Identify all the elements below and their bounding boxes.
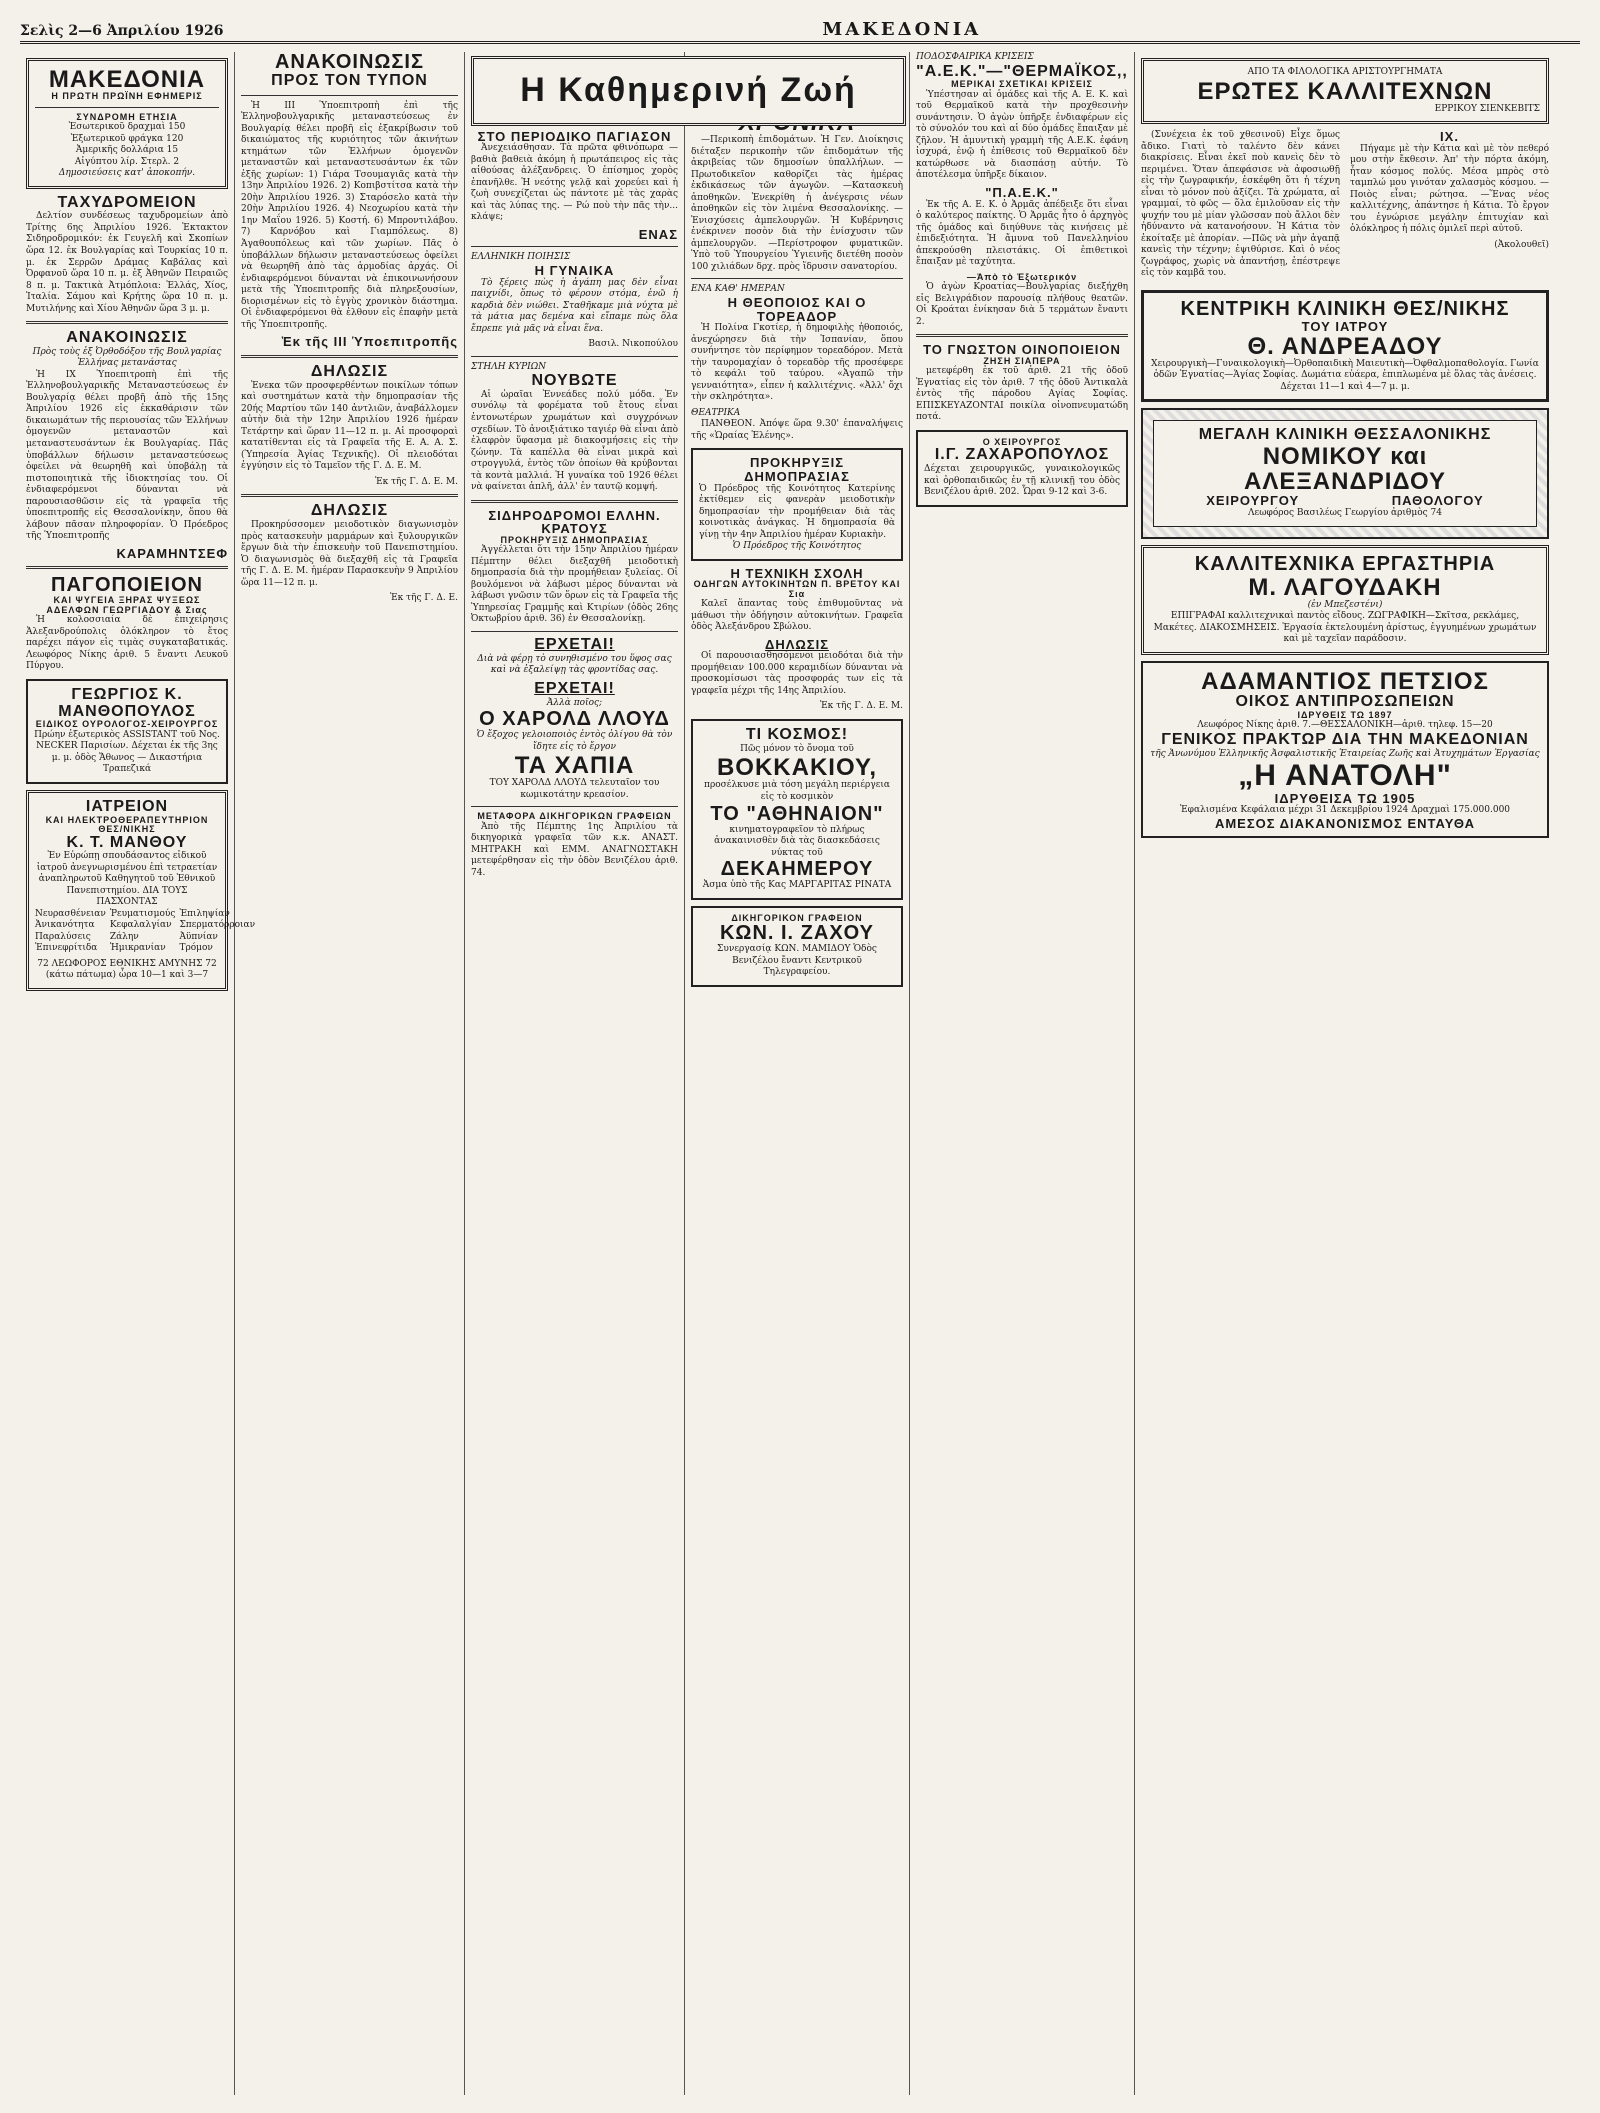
masthead <box>20 18 1580 44</box>
sport-label: ΠΟΔΟΣΦΑΙΡΙΚΑ ΚΡΙΣΕΙΣ <box>916 52 1034 62</box>
insurance-brand: „Η ΑΝΑΤΟΛΗ" <box>1238 759 1452 793</box>
surgeon-ad <box>916 430 1128 507</box>
sport-subheading: ΜΕΡΙΚΑΙ ΣΧΕΤΙΚΑΙ ΚΡΙΣΕΙΣ <box>951 79 1093 90</box>
list-item: Κεφαλαλγίαν <box>109 920 172 931</box>
literature-author: ΕΡΡΙΚΟΥ ΣΙΕΝΚΕΒΙΤΣ <box>1434 103 1540 114</box>
pae-heading: "Π.Α.Ε.Κ." <box>985 184 1059 200</box>
tender-text: Ὁ Πρόεδρος τῆς Κοινότητος Κατερίνης ἐκτίθεμεν εἰς φανερὰν μειοδοτικὴν δημοπρασίαν τὴν προμήθειαν διὰ τὰς κοινοτικὰς ἀνάγκας. Ἡ δημοπρασία θὰ γίνῃ τὴν 4ην Ἀπριλίου ἡμέραν Κυριακὴν. <box>699 483 895 540</box>
big-clinic-role: ΧΕΙΡΟΥΡΓΟΥ <box>1206 493 1300 509</box>
central-clinic-sub: ΤΟΥ ΙΑΤΡΟΥ <box>1301 318 1389 334</box>
tender-signature: Ὁ Πρόεδρος τῆς Κοινότητος <box>732 541 862 552</box>
clinic-ad <box>26 790 256 991</box>
film-footer: ΤΟΥ ΧΑΡΟΛΔ ΛΛΟΥΔ τελευταῖον του κωμικοτάτην κρεασίον. <box>489 778 660 800</box>
insurance-capital: Ἐφαλισμένα Κεφάλαια μέχρι 31 Δεκεμβρίου 1924 Δραχμαὶ 175.000.000 <box>1179 805 1511 816</box>
cinema-show: ΔΕΚΑΗΜΕΡΟΥ <box>720 858 874 881</box>
feature-title: Η Καθημερινή Ζωή <box>520 71 857 109</box>
subscription-line: Ἐσωτερικοῦ δραχμαὶ 150 <box>68 122 186 133</box>
daily-label: ΕΝΑ ΚΑΘ' ΗΜΕΡΑΝ <box>691 284 785 295</box>
cinema-heading: ΤΙ ΚΟΣΜΟΣ! <box>745 725 849 743</box>
insurance-brand-year: ΙΔΡΥΘΕΙΣΑ ΤΩ 1905 <box>1274 790 1416 806</box>
column-1 <box>20 52 256 2095</box>
literature-heading: ΕΡΩΤΕΣ ΚΑΛΛΙΤΕΧΝΩΝ <box>1197 77 1493 105</box>
insurance-name: ΑΔΑΜΑΝΤΙΟΣ ΠΕΤΣΙΟΣ <box>1201 667 1489 695</box>
sport-heading: "Α.Ε.Κ."—"ΘΕΡΜΑΪΚΟΣ,, <box>916 62 1128 80</box>
list-item: Ἀνικανότητα <box>35 920 95 931</box>
big-clinic-ad <box>1141 408 1549 538</box>
daily-title: Η ΘΕΟΠΟΙΟΣ ΚΑΙ Ο ΤΟΡΕΑΔΟΡ <box>727 294 867 324</box>
logo-subtitle: Η ΠΡΩΤΗ ΠΡΩΪΝΗ ΕΦΗΜΕΡΙΣ <box>51 91 203 102</box>
list-item: Νευρασθένειαν <box>35 908 106 919</box>
post-text: Δελτίον συνδέσεως ταχυδρομείων ἀπὸ Τρίτης 6ης Ἀπριλίου 1926. Ἐκτακτον Σιδηροδρομικόν: ἐκ Γευγελῆ καὶ Σκοπίων ὥρα 12. ἐκ Βουλγαρίας καὶ Τουρκίας 10 π. μ. ἐκ Σερρῶν Δράμας Καβάλας καὶ Ὀρφανοῦ ὥρα 10 π. μ. ἐξ Ἀθηνῶν Πειραιῶς 8 π. μ. Τακτικὰ Ἀτμόπλοια: Ἐλλάς, Χίος, Ἰταλία. Σάμου καὶ Κρήτης ὥρα 10 π. μ. Μυτιλήνης καὶ Χίου Ἀθηνῶν ὥρα 3 μ. μ. <box>26 211 228 314</box>
big-clinic-names: ΝΟΜΙΚΟΥ και ΑΛΕΞΑΝΔΡΙΔΟΥ <box>1244 443 1446 496</box>
insurance-company: τῆς Ἀνωνύμου Ἑλληνικῆς Ἀσφαλιστικῆς Ἑταιρείας Ζωῆς καὶ Ἀτυχημάτων Ἐργασίας <box>1150 748 1540 759</box>
list-item: Ῥευματισμούς <box>109 908 176 919</box>
declaration-heading: ΔΗΛΩΣΙΣ <box>310 362 389 380</box>
central-clinic-ad <box>1141 290 1549 402</box>
big-clinic-heading: ΜΕΓΑΛΗ ΚΛΙΝΙΚΗ ΘΕΣΣΑΛΟΝΙΚΗΣ <box>1198 426 1492 444</box>
subscription-line: Ἐξωτερικοῦ φράγκα 120 <box>70 133 184 144</box>
doctor-role: ΕΙΔΙΚΟΣ ΟΥΡΟΛΟΓΟΣ-ΧΕΙΡΟΥΡΓΟΣ <box>35 719 219 730</box>
feature-banner <box>471 56 906 126</box>
auction-subheading: ΠΡΟΚΗΡΥΞΙΣ ΔΗΜΟΠΡΑΣΙΑΣ <box>500 534 649 545</box>
tender-heading: ΠΡΟΚΗΡΥΞΙΣ ΔΗΜΟΠΡΑΣΙΑΣ <box>744 455 850 484</box>
literature-text: Πήγαμε μὲ τὴν Κάτια καὶ μὲ τὸν πεθερό μου στὴν ἔκθεσιν. Ἀπ' τὴν πόρτα ἀκόμη, ἦταν κόσμος πολύς. Μέσα μπρὸς στὸ ταμπλώ μου γινόταν χαλασμὸς κόσμου. —Ποιὸς εἶναι; ρώτησα. —Ἕνας νέος καλλιτέχνης, ἀπάντησε ἡ Κάτια. Τὸ ἔργον του ἐγνώρισε μεγάλην ἐπιτυχίαν καὶ ὁλόκληρος ἡ πόλις ὁμιλεῖ περὶ αὐτοῦ. <box>1350 143 1549 235</box>
cinema-footer: Ἀσμα ὑπὸ τῆς Κας ΜΑΡΓΑΡΙΤΑΣ ΡΙΝΑΤΑ <box>702 880 892 891</box>
big-clinic-roles <box>1160 494 1530 508</box>
art-workshop-heading: ΚΑΛΛΙΤΕΧΝΙΚΑ ΕΡΓΑΣΤΗΡΙΑ <box>1194 552 1496 575</box>
school-subheading: ΟΔΗΓΩΝ ΑΥΤΟΚΙΝΗΤΩΝ Π. ΒΡΕΤΟΥ ΚΑΙ Σια <box>693 579 901 599</box>
declaration-heading: ΔΗΛΩΣΙΣ <box>764 636 830 652</box>
doctor-name: ΓΕΩΡΓΙΟΣ Κ. ΜΑΝΘΟΠΟΥΛΟΣ <box>58 685 196 720</box>
surgeon-text: Δέχεται χειρουργικῶς, γυναικολογικῶς καὶ ὀρθοπαιδικῶς ἐν τῇ κλινικῇ του ὁδὸς Βενιζέλου ἀριθ. 202. Ὧραι 9-12 καὶ 3-6. <box>924 464 1120 498</box>
story-text: Αἱ ὡραῖαι Ἐννεάδες πολύ μόδα. Ἐν συνόλῳ τὰ φορέματα τοῦ ἔτους εἶναι ἐντονωτέρων χρωμάτων καὶ συγχρόνων σχεδίων. Τὸ ἀνοιξιάτικο ταγιέρ θὰ εἶναι ἀπὸ ἐλαφρὸν ὕφασμα μὲ διακοσμήσεις εἰς τὴν ζώνην. Τὰ καπέλλα θὰ εἶναι μικρὰ καὶ στρογγυλά, ἐντὸς τῶν ὁποίων θὰ κρύβονται τὰ κοντὰ μαλλιά. Ἡ γυναίκα τοῦ 1926 θέλει νὰ φαίνεται ἁπλῆ, ἀλλ' ἐν ταυτῷ κομψή. <box>471 389 678 493</box>
press-subheading: ΠΡΟΣ ΤΟΝ ΤΥΠΟΝ <box>271 72 428 89</box>
pae-text: Ἐκ τῆς Α. Ε. Κ. ὁ Ἀρμᾶς ἀπέδειξε ὅτι εἶναι ὁ καλύτερος παίκτης. Ὁ Ἀρμᾶς ἦτο ὁ ἀρχηγὸς τῆς ὁμάδος καὶ διηύθυνε τὰς κινήσεις μὲ ἐπιδεξιότητα. Ἡ ἄμυνα τοῦ Πανελληνίου ἀπεκρούσθη πλειστάκις. Οἱ ἐπιθετικοὶ ἔπαιξαν μὲ ταχύτητα. <box>916 199 1128 268</box>
logo-title: ΜΑΚΕΔΟΝΙΑ <box>48 66 206 93</box>
cinema-text: Πῶς μόνον τὸ ὄνομα τοῦ <box>740 743 854 754</box>
auction-text: Ἀγγέλλεται ὅτι τὴν 15ην Ἀπριλίου ἡμέραν Πέμπτην θέλει διεξαχθῆ μειοδοτικὴ δημοπρασία διὰ τὴν προμήθειαν ξυλείας. Οἱ βουλόμενοι νὰ λάβωσι μέρος δύνανται νὰ λάβωσι γνῶσιν τῶν ὅρων εἰς τὰ Γραφεῖα τῆς Ὑπηρεσίας Γραμμῆς καὶ Κτιρίων (ὁδὸς 26ης Ὀκτωβρίου ἀριθ. 36) ἐν Θεσσαλονίκῃ. <box>471 545 678 625</box>
cinema-ad <box>691 719 903 900</box>
central-clinic-name: Θ. ΑΝΔΡΕΑΔΟΥ <box>1247 332 1443 360</box>
declaration-text: Ἐνεκα τῶν προσφερθέντων ποικίλων τόπων καὶ συστημάτων κατὰ τὴν δημοπρασίαν τῆς 20ής Μαρτίου τῶν 140 ἀντλιῶν, ἀναβάλλομεν αὐτὴν διὰ τὴν 12ην Ἀπριλίου 1926 ἡμέραν Τετάρτην καὶ ὥραν 11—12 π. μ. Αἱ προσφοραὶ κατατίθενται εἰς τὰ Γραφεῖα τῆς Ε. Α. Α. Σ. (Ὑπηρεσία Ἀγίας Τεχνικῆς). Οἱ πλειοδόται ἐγγύησιν εἰς τὸ Ταμεῖον τῆς Γ. Δ. Ε. Μ. <box>241 380 458 472</box>
press-signature: Ἐκ τῆς ΙΙΙ Ὑποεπιτροπῆς <box>281 334 458 350</box>
insurance-sub: ΟΙΚΟΣ ΑΝΤΙΠΡΟΣΩΠΕΙΩΝ <box>1235 693 1455 711</box>
literature-footer: (Ἀκολουθεῖ) <box>1494 239 1549 250</box>
literature-section: ΙΧ. <box>1440 129 1459 145</box>
poem-signature: Βασιλ. Νικοπούλου <box>588 339 678 350</box>
list-item: Τρόμον <box>179 943 213 954</box>
tender-ad <box>691 448 903 560</box>
column-5 <box>910 52 1135 2095</box>
coming-heading: ΕΡΧΕΤΑΙ! <box>534 679 615 697</box>
law-office-heading: ΔΙΚΗΓΟΡΙΚΟΝ ΓΡΑΦΕΙΟΝ <box>731 912 863 923</box>
law-office-text: Συνεργασίᾳ ΚΩΝ. ΜΑΜΙΔΟΥ Ὁδὸς Βενιζέλου ἔναντι Κεντρικοῦ Τηλεγραφείου. <box>717 944 877 978</box>
clinic-name: Κ. Τ. ΜΑΝΘΟΥ <box>66 833 188 851</box>
coming-text: Ὁ ἔξοχος γελοιοποιὸς ἐντὸς ὀλίγου θὰ τὸν ἴδητε εἰς τὸ ἔργον <box>476 730 673 752</box>
list-item: Ἐπιληψίαν <box>179 908 230 919</box>
post-heading: ΤΑΧΥΔΡΟΜΕΙΟΝ <box>57 193 197 211</box>
declaration-text: Οἱ παρουσιασθησόμενοι μειοδόται διὰ τὴν προμήθειαν 100.000 κεραμιδίων δύνανται νὰ προσκομίσωσι τὰς προσφοράς των εἰς τὰ γραφεῖα μέχρι τῆς 14ης Ἀπριλίου. <box>691 651 903 696</box>
foreign-heading: —Ἀπὸ τὸ Ἐξωτερικόν <box>966 271 1078 282</box>
ice-factory-text: Ἡ κολοσσιαία δὲ ἐπιχείρησις Ἀλεξανδρούπολις ὁλόκληρον τὸ ἔτος παρέχει πάγον εἰς τιμὰς συγκαταβατικάς. Λεωφόρος Νίκης ἀριθ. 5 ἔναντι Λευκοῦ Πύργου. <box>26 615 228 672</box>
subscription-heading: ΣΥΝΔΡΟΜΗ ΕΤΗΣΙΑ <box>76 111 178 122</box>
cinema-text: κινηματογραφεῖον τὸ πλήρως ἀνακαινισθὲν διὰ τὰς διασκεδάσεις νύκτας τοῦ <box>714 824 880 858</box>
big-clinic-role: ΠΑΘΟΛΟΓΟΥ <box>1391 493 1484 509</box>
announcement-signature: ΚΑΡΑΜΗΝΤΣΕΦ <box>116 545 228 561</box>
clinic-text: Ἐν Εὐρώπῃ σπουδάσαντος εἰδικοῦ ἰατροῦ ἀνεγνωρισμένου ἐπὶ τετραετίαν ἀναπληρωτοῦ Καθηγητοῦ τοῦ Ἐθνικοῦ Πανεπιστημίου. ΔΙΑ ΤΟΥΣ ΠΑΣΧΟΝΤΑΣ <box>36 851 218 908</box>
declaration-signature: Ἐκ τῆς Γ. Δ. Ε. Μ. <box>375 476 458 487</box>
school-text: Καλεῖ ἅπαντας τοὺς ἐπιθυμοῦντας νὰ μάθωσι τὴν ὁδήγησιν αὐτοκινήτων. Γραφεῖα ὁδὸς Ἀλεξάνδρου Σβώλου. <box>691 599 903 633</box>
page-date: Σελὶς 2—6 Ἀπριλίου 1926 <box>20 23 224 40</box>
insurance-address: Λεωφόρος Νίκης ἀριθ. 7.—ΘΕΣΣΑΛΟΝΙΚΗ—ἀριθ. τηλεφ. 15—20 <box>1197 720 1493 731</box>
poem-text: Τὸ ξέρεις πὼς ἡ ἀγάπη μας δὲν εἶναι παιχνίδι, ὅπως τὸ φέρουν στόμα, ἐνῶ ἡ καρδιὰ δὲν νιώθει. Σταθῆκαμε μιὰ νύχτα μὲ τὰ μάτια μας δεμένα καὶ εἴπαμε πὼς ὅλα ἔπρεπε γιὰ μᾶς νὰ εἶναι ἕνα. <box>471 277 678 334</box>
coming-text: Διὰ νὰ φέρῃ τὸ συνηθισμένο του ὕφος σας καὶ νὰ ἐξαλείψῃ τὰς φροντίδας σας. <box>477 653 672 676</box>
list-item: Ἀϋπνίαν <box>179 931 218 942</box>
announcement-text: Ἡ ΙΧ Ὑποεπιτροπὴ ἐπὶ τῆς Ἑλληνοβουλγαρικῆς Μεταναστεύσεως ἐν Βουλγαρίᾳ θέλει προβῆ ἀπὸ τῆς 15ης Ἀπριλίου 1926 εἰς ἐκκαθάρισιν τῶν δικαιωμάτων τῆς περιουσίας τῶν Ἑλλήνων ὁμογενῶν μεταναστῶν καὶ μεταναστευσάντων ἐκ Βουλγαρίας. Πᾶς ὑποβάλλων δήλωσιν μεταναστεύσεως ὀφείλει νὰ θεωρηθῆ καὶ ὑποβάλῃ τὰ πιστοποιητικὰ τῆς ἰδιοκτησίας του. Οἱ ἐνδιαφερόμενοι δύνανται νὰ παρουσιασθῶσιν εἰς τὰ γραφεῖα τῆς ὑποεπιτροπῆς εἰς Θεσσαλονίκην, ὅπου θὰ λάβουν πᾶσαν πληροφορίαν. Ὁ Πρόεδρος τῆς Ὑποεπιτροπῆς <box>26 369 228 542</box>
column-4 <box>685 52 910 2095</box>
law-office-ad <box>691 906 903 987</box>
doctor-ad <box>26 679 228 784</box>
press-heading: ΑΝΑΚΟΙΝΩΣΙΣ <box>274 51 424 73</box>
big-clinic-address: Λεωφόρος Βασιλέως Γεωργίου ἀριθμὸς 74 <box>1248 508 1442 519</box>
coming-heading: ΕΡΧΕΤΑΙ! <box>534 635 615 653</box>
sport-text: Ὑπέστησαν αἱ ὁμάδες καὶ τῆς Α. Ε. Κ. καὶ τοῦ Θερμαϊκοῦ κατὰ τὴν προχθεσινὴν συνάντησιν. Ὁ ἀγὼν ὑπῆρξε ἐνδιαφέρων εἰς τὸ σύνολόν του καὶ αἱ δύο ὁμάδες ἔπαιξαν μὲ ζῆλον. Ἡ ἀμυντικὴ γραμμὴ τῆς Α.Ε.Κ. ἐφάνη ἰσχυρά, ἐνῷ ἡ ἐπίθεσις τοῦ Θερμαϊκοῦ δὲν κατώρθωσε νὰ διασπάσῃ αὐτήν. Τὸ ἀποτέλεσμα ὑπῆρξε δίκαιον. <box>916 89 1128 181</box>
surgeon-heading: Ο ΧΕΙΡΟΥΡΓΟΣ <box>982 436 1062 447</box>
central-clinic-text: Χειρουργικὴ—Γυναικολογικὴ—Ὀρθοπαιδικὴ Μαιευτικὴ—Ὀφθαλμοπαθολογία. Γωνία ὁδῶν Ἐγνατίας—Ἁγίας Σοφίας. Δωμάτια εὐάερα, ἐπιπλωμένα μὲ ὅλας τὰς ἀνέσεις. Δέχεται 11—1 καὶ 4—7 μ. μ. <box>1151 358 1539 392</box>
film-title: ΤΑ ΧΑΠΙΑ <box>514 752 635 780</box>
declaration-signature: Ἐκ τῆς Γ. Δ. Ε. Μ. <box>820 701 903 712</box>
winery-text: μετεφέρθη ἐκ τοῦ ἀριθ. 21 τῆς ὁδοῦ Ἐγνατίας εἰς τὸν ἀριθ. 7 τῆς ὁδοῦ Ἀντικαλὰ ἐντὸς τῆς πάροδου Αγίας Σοφίας. ΕΠΙΣΚΕΥΑΖΟΝΤΑΙ ποικίλα οἰνοπνευματώδη ποτά. <box>916 366 1128 423</box>
literature-continuation <box>1350 130 1549 284</box>
school-heading: Η ΤΕΧΝΙΚΗ ΣΧΟΛΗ <box>730 565 864 581</box>
story-title: ΝΟΥΒΩΤΕ <box>531 372 618 390</box>
theatre-text: ΠΑΝΘΕΟΝ. Ἀπόψε ὥρα 9.30' ἐπαναλήψεις τῆς «Ὡραίας Ἑλένης». <box>691 419 903 441</box>
press-text: Ἡ ΙΙΙ Ὑποεπιτροπὴ ἐπὶ τῆς Ἑλληνοβουλγαρικῆς μεταναστεύσεως ἐν Βουλγαρίᾳ θέλει προβῆ εἰς ἐξακρίβωσιν τοῦ δικαιώματος τῆς κυριότητος τῶν ἀκινήτων κτημάτων τῶν Ἑλλήνων ὁμογενῶν μεταναστῶν καὶ μεταναστευσάντων ἐκ τῶν ἑξῆς χωρίων: 1) Γιάρα Τσουμαγιᾶς κατὰ τὴν 13ην Ἀπριλίου 1926. 2) Κοπιβστίτσα κατὰ τὴν 20ὴν Ἀπριλίου 1926. 3) Σταρόσελο κατὰ τὴν 20ὴν Ἀπριλίου 1926. 4) Νεοχωρίου κατὰ τὴν 1ην Μαΐου 1926. 5) Κοστή. 6) Μπροντιλάβου. 7) Καρνόβου καὶ Γιαμπόλεως. 8) Ἀγαθουπόλεως καὶ τῶν χωρίων. Πᾶς ὁ ὑποβάλλων δήλωσιν μεταναστεύσεως ὀφείλει νὰ θεωρηθῆ ἀπὸ τὰς ἁρμοδίας ἀρχάς. Οἱ ἐνδιαφερόμενοι δύνανται νὰ ἐπικοινωνήσουν μετὰ τῆς Ὑποεπιτροπῆς διὰ πληρεξουσίων, διορισμένων εἰς τὸ ἐγγὺς χρονικὸν διάστημα. Οἱ ἐνδιαφερόμενοι θὰ ἐλθουν εἰς ἐπαφὴν μετὰ τῆς Ὑποεπιτροπῆς. <box>241 100 458 330</box>
literature-label: ΑΠΟ ΤΑ ΦΙΛΟΛΟΓΙΚΑ ΑΡΙΣΤΟΥΡΓΗΜΑΤΑ <box>1247 67 1443 77</box>
ice-factory-sub: ΚΑΙ ΨΥΓΕΙΑ ΞΗΡΑΣ ΨΥΞΕΩΣ ΑΔΕΛΦΩΝ ΓΕΩΡΓΙΑΔΟΥ & Σιας <box>46 595 208 615</box>
subscription-line: Αἰγύπτου λίρ. Στερλ. 2 <box>74 156 180 167</box>
subscription-line: Δημοσιεύσεις κατ' ἀποκοπήν. <box>58 168 196 179</box>
clinic-list <box>35 908 256 955</box>
announcement-heading: ΑΝΑΚΟΙΝΩΣΙΣ <box>66 329 188 347</box>
foreign-text: Ὁ ἀγὼν Κροατίας—Βουλγαρίας διεξήχθη εἰς Βελιγράδιον παρουσίᾳ πλήθους θεατῶν. Οἱ Κροάται ἐνίκησαν διὰ 5 τερμάτων ἔναντι 2. <box>916 282 1128 327</box>
section-signature: ΕΝΑΣ <box>638 226 678 242</box>
declaration-signature: Ἐκ τῆς Γ. Δ. Ε. <box>389 593 458 604</box>
literature-banner <box>1141 58 1549 124</box>
art-workshop-tag: (ἐν Μπεζεστένι) <box>1307 599 1383 610</box>
list-item: Παραλύσεις <box>35 931 91 942</box>
doctor-text: Πρώην ἐξωτερικὸς ASSISTANT τοῦ Νος. NECKER Παρισίων. Δέχεται ἐκ τῆς 3ης μ. μ. ὁδὸς Ἄθωνος — Δικαστήρια Τραπεζικά <box>34 729 220 775</box>
list-item: Ἐπινεφρίτιδα <box>35 943 98 954</box>
literature-text: (Συνέχεια ἐκ τοῦ χθεσινοῦ) Εἶχε ὅμως ἄδικο. Γιατὶ τὸ ταλέντο δὲν κάνει διακρίσεις. Εἶναι ἐκεῖ ποὺ κανεὶς δὲν τὸ περιμένει. Ὅταν ἀπεφάσισε νὰ ἀφοσιωθῇ εἰς τὴν ζωγραφικήν, ἐσκέφθη ὅτι ἡ τέχνη εἶναι τὸ μόνον ποὺ ἀξίζει. Τὰ χρώματα, αἱ γραμμαί, τὸ φῶς — ὅλα ἐμιλοῦσαν εἰς τὴν ψυχήν του μὲ μίαν γλῶσσαν ποὺ ἄλλοι δὲν ἠδύναντο νὰ κατανοήσουν. Ἡ Κάτια τὸν ἐκοίταξε μὲ ἀπορίαν. —Πῶς νὰ μὴν ἀγαπᾷ κανεὶς τὴν τέχνην; ἐψιθύρισε. Καὶ ὁ νέος ζωγράφος, χωρὶς νὰ ἀπαντήσῃ, ἐπέστρεψε εἰς τὸν καμβᾶ του. <box>1141 130 1340 279</box>
cinema-author: ΒΟΚΚΑΚΙΟΥ, <box>716 754 878 782</box>
newspaper-name: ΜΑΚΕΔΟΝΙΑ <box>822 18 982 40</box>
subscription-line: Ἀμερικῆς δολλάρια 15 <box>75 145 179 156</box>
big-clinic-inner <box>1153 420 1537 526</box>
office-move-text: Ἀπὸ τῆς Πέμπτης 1ης Ἀπριλίου τὰ δικηγορικὰ γραφεῖα τῶν κ.κ. ΑΝΑΣΤ. ΜΗΤΡΑΚΗ καὶ ΕΜΜ. ΑΝΑΓΝΩΣΤΑΚΗ μετεφέρθησαν εἰς τὴν ὁδὸν Βενιζέλου ἀριθ. 74. <box>471 821 678 878</box>
list-item: Ἡμικρανίαν <box>109 943 166 954</box>
section-text: Ἀνεχειάσθησαν. Τὰ πρῶτα φθινόπωρα — βαθιὰ βαθειὰ ἀκόμη ἡ πρωτάπειρος εἰς τὰς αἰθούσας ἀλέξανδρεις. Ὁ ἐπίσημος χορὸς ἐπανῆλθε. Ἡ νεότης γελᾷ καὶ χορεύει καὶ ἡ ζωὴ συνεχίζεται ὡς πάντοτε μὲ τὰς χαρὰς καὶ τὰς λύπας της. — Ρώ ποὺ τὴν πᾶς τὴν... κλάψε; <box>471 143 678 223</box>
column-2 <box>235 52 465 2095</box>
auction-heading: ΣΙΔΗΡΟΔΡΟΜΟΙ ΕΛΛΗΝ. ΚΡΑΤΟΥΣ <box>488 507 661 537</box>
law-office-name: ΚΩΝ. Ι. ΖΑΧΟΥ <box>719 922 875 945</box>
office-move-heading: ΜΕΤΑΦΟΡΑ ΔΙΚΗΓΟΡΙΚΩΝ ΓΡΑΦΕΙΩΝ <box>477 811 672 822</box>
art-workshop-name: Μ. ΛΑΓΟΥΔΑΚΗ <box>1248 573 1442 601</box>
poem-label: ΕΛΛΗΝΙΚΗ ΠΟΙΗΣΙΣ <box>471 252 571 263</box>
cinema-name: ΤΟ "ΑΘΗΝΑΙΟΝ" <box>710 802 884 825</box>
insurance-year: ΙΔΡΥΘΕΙΣ ΤΩ 1897 <box>1297 709 1393 720</box>
coming-subheading: Ἀλλὰ ποῖος; <box>546 697 603 708</box>
story-label: ΣΤΗΛΗ ΚΥΡΙΩΝ <box>471 361 547 372</box>
poem-title: Η ΓΥΝΑΙΚΑ <box>534 262 615 278</box>
literature-body <box>1141 130 1549 284</box>
section-heading: ΣΤΟ ΠΕΡΙΟΔΙΚΟ ΠΑΓΙΑΣΟΝ <box>477 128 672 144</box>
insurance-role: ΓΕΝΙΚΟΣ ΠΡΑΚΤΩΡ ΔΙΑ ΤΗΝ ΜΑΚΕΔΟΝΙΑΝ <box>1161 730 1529 748</box>
chronicle-text: —Περικοπὴ ἐπιδομάτων. Ἡ Γεν. Διοίκησις διέταξεν περικοπὴν τῶν ἐπιδομάτων τῆς ἀκριβείας τῶν δημοσίων ὑπαλλήλων. —Πρωτοδικεῖον καθορίζει τὰς ἡμέρας ἐκδικάσεως τῶν ἀγωγῶν. —Κατασκευὴ ἀποθηκῶν. Ἐνεκρίθη ἡ ἀνέγερσις νέων ἀποθηκῶν εἰς τὸν λιμένα Θεσσαλονίκης. —Ἐνισχύσεις ἀμπελουργῶν. Ἡ Κυβέρνησις ἐνέκρινεν ποσὸν διὰ τὴν ἐνίσχυσιν τῶν ἀμπελουργῶν. —Περίστροφον φυματικῶν. Ὑπὸ τοῦ Ὑπουργείου Ὑγιεινῆς διετέθη ποσὸν 100 χιλιάδων δρχ. πρὸς ἵδρυσιν σανατορίου. <box>691 135 903 272</box>
surgeon-name: Ι.Γ. ΖΑΧΑΡΟΠΟΥΛΟΣ <box>934 446 1110 464</box>
logo-box <box>26 58 228 189</box>
clinic-subheading: ΚΑΙ ΗΛΕΚΤΡΟΘΕΡΑΠΕΥΤΗΡΙΟΝ ΘΕΣ/ΝΙΚΗΣ <box>45 814 209 835</box>
insurance-footer: ΑΜΕΣΟΣ ΔΙΑΚΑΝΟΝΙΣΜΟΣ ΕΝΤΑΥΘΑ <box>1214 815 1476 831</box>
announcement-subheading: Πρὸς τοὺς ἐξ Ὀρθοδόξου τῆς Βουλγαρίας Ἑλλήνας μετανάστας <box>32 346 222 369</box>
theatre-label: ΘΕΑΤΡΙΚΑ <box>691 407 741 418</box>
central-clinic-heading: ΚΕΝΤΡΙΚΗ ΚΛΙΝΙΚΗ ΘΕΣ/ΝΙΚΗΣ <box>1180 297 1510 320</box>
art-workshop-text: ΕΠΙΓΡΑΦΑΙ καλλιτεχνικαὶ παντὸς εἴδους. ΖΩΓΡΑΦΙΚΗ—Σκῖτσα, ρεκλάμες, Μακέτες. ΔΙΑΚΟΣΜΗΣΕΙΣ. Ἐργασία ἐκτελουμένη ἀρίστως, ἐγγυημένων χρωμάτων καὶ μὲ ταχεῖαν παράδοσιν. <box>1153 611 1537 645</box>
winery-name: ΖΗΣΗ ΣΙΑΠΕΡΑ <box>983 355 1061 366</box>
columns <box>20 52 1580 2095</box>
art-workshop-ad <box>1141 545 1549 655</box>
ice-factory-heading: ΠΑΓΟΠΟΙΕΙΟΝ <box>51 574 203 597</box>
cinema-text: προσέλκυσε μιὰ τόση μεγάλη περιέργεια εἰς τὸ κοσμικὸν <box>704 780 890 802</box>
daily-text: Ἡ Πολίνα Γκοτίερ, ἡ δημοφιλὴς ἠθοποιός, ἀνεχώρησεν διὰ τὴν Ἰσπανίαν, ὅπου συνήντησε τὸν περίφημον τορεαδόρον. Μετὰ τὴν ταυρομαχίαν ὁ τορεαδὸρ τῆς προσέφερε τὸ κεφάλι τοῦ ταύρου. «Ἀγαπῶ τὴν γενναιότητα», εἶπεν ἡ καλλιτέχνις. «Ἀλλ' ὄχι τὴν σκληρότητα». <box>691 323 903 403</box>
column-6 <box>1135 52 1555 2095</box>
declaration-text: Προκηρύσσομεν μειοδοτικὸν διαγωνισμὸν πρὸς κατασκευὴν μαρμάρων καὶ ξυλουργικῶν ἔργων διὰ τὴν ἐπισκευὴν τοῦ Πανεπιστημίου. Ὁ διαγωνισμὸς θὰ διεξαχθῆ εἰς τὰ Γραφεῖα τῆς Γ. Δ. Ε. Μ. ἡμέραν Παρασκευὴν 9 Ἀπριλίου ὥρα 11—12 π. μ. <box>241 519 458 588</box>
list-item: Σπερματόρροιαν <box>179 920 256 931</box>
insurance-ad <box>1141 661 1549 839</box>
actor-name: Ο ΧΑΡΟΛΔ ΛΛΟΥΔ <box>479 708 670 731</box>
declaration-heading: ΔΗΛΩΣΙΣ <box>310 502 389 520</box>
clinic-footer: 72 ΛΕΩΦΟΡΟΣ ΕΘΝΙΚΗΣ ΑΜΥΝΗΣ 72 (κάτω πάτωμα) ὧρα 10—1 καὶ 3—7 <box>37 958 217 981</box>
list-item: Ζάλην <box>109 931 139 942</box>
clinic-heading: ΙΑΤΡΕΙΟΝ <box>85 797 169 815</box>
winery-heading: ΤΟ ΓΝΩΣΤΟΝ ΟΙΝΟΠΟΙΕΙΟΝ <box>923 342 1121 358</box>
